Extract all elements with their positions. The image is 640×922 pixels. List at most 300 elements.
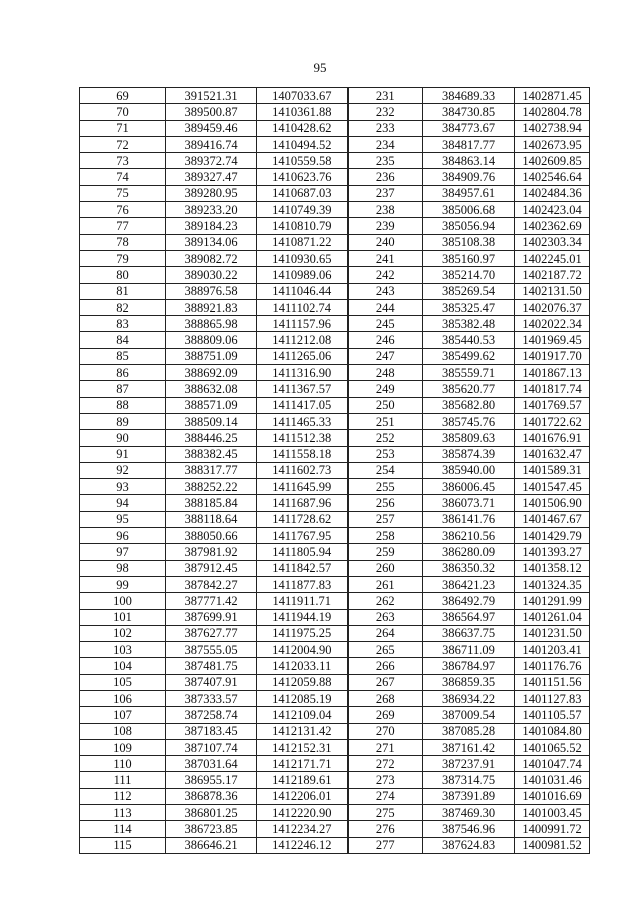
y-coordinate-cell: 1402871.45 [515,88,590,104]
point-number-cell: 99 [80,576,166,592]
x-coordinate-cell: 388446.25 [166,430,257,446]
point-number-cell: 256 [348,495,423,511]
x-coordinate-cell: 385620.77 [423,381,515,397]
y-coordinate-cell: 1401589.31 [515,462,590,478]
point-number-cell: 237 [348,185,423,201]
y-coordinate-cell: 1400991.72 [515,821,590,837]
y-coordinate-cell: 1411911.71 [257,593,348,609]
table-row [80,136,590,152]
point-number-cell: 270 [348,723,423,739]
y-coordinate-cell: 1410810.79 [257,218,348,234]
table-row [80,381,590,397]
y-coordinate-cell: 1402022.34 [515,316,590,332]
point-number-cell: 92 [80,462,166,478]
table-row [80,397,590,413]
point-number-cell: 249 [348,381,423,397]
point-number-cell: 244 [348,299,423,315]
x-coordinate-cell: 385269.54 [423,283,515,299]
table-row [80,218,590,234]
point-number-cell: 85 [80,348,166,364]
y-coordinate-cell: 1411602.73 [257,462,348,478]
point-number-cell: 273 [348,772,423,788]
y-coordinate-cell: 1411512.38 [257,430,348,446]
point-number-cell: 234 [348,136,423,152]
y-coordinate-cell: 1402131.50 [515,283,590,299]
y-coordinate-cell: 1411842.57 [257,560,348,576]
x-coordinate-cell: 387771.42 [166,593,257,609]
y-coordinate-cell: 1410687.03 [257,185,348,201]
x-coordinate-cell: 386859.35 [423,674,515,690]
y-coordinate-cell: 1402187.72 [515,267,590,283]
point-number-cell: 275 [348,805,423,821]
x-coordinate-cell: 386210.56 [423,528,515,544]
x-coordinate-cell: 388185.84 [166,495,257,511]
point-number-cell: 77 [80,218,166,234]
x-coordinate-cell: 387161.42 [423,739,515,755]
point-number-cell: 236 [348,169,423,185]
point-number-cell: 88 [80,397,166,413]
x-coordinate-cell: 387009.54 [423,707,515,723]
x-coordinate-cell: 387333.57 [166,690,257,706]
x-coordinate-cell: 387624.83 [423,837,515,853]
y-coordinate-cell: 1411558.18 [257,446,348,462]
y-coordinate-cell: 1401429.79 [515,528,590,544]
table-row [80,837,590,853]
point-number-cell: 259 [348,544,423,560]
y-coordinate-cell: 1412059.88 [257,674,348,690]
point-number-cell: 276 [348,821,423,837]
x-coordinate-cell: 384863.14 [423,153,515,169]
table-row [80,267,590,283]
point-number-cell: 102 [80,625,166,641]
point-number-cell: 115 [80,837,166,853]
y-coordinate-cell: 1412109.04 [257,707,348,723]
x-coordinate-cell: 391521.31 [166,88,257,104]
point-number-cell: 271 [348,739,423,755]
y-coordinate-cell: 1410989.06 [257,267,348,283]
point-number-cell: 233 [348,120,423,136]
y-coordinate-cell: 1401393.27 [515,544,590,560]
point-number-cell: 113 [80,805,166,821]
point-number-cell: 98 [80,560,166,576]
x-coordinate-cell: 389082.72 [166,250,257,266]
y-coordinate-cell: 1411316.90 [257,365,348,381]
x-coordinate-cell: 388118.64 [166,511,257,527]
table-row [80,153,590,169]
y-coordinate-cell: 1411417.05 [257,397,348,413]
point-number-cell: 94 [80,495,166,511]
x-coordinate-cell: 387407.91 [166,674,257,690]
point-number-cell: 97 [80,544,166,560]
x-coordinate-cell: 386711.09 [423,642,515,658]
x-coordinate-cell: 389280.95 [166,185,257,201]
point-number-cell: 247 [348,348,423,364]
point-number-cell: 105 [80,674,166,690]
x-coordinate-cell: 384689.33 [423,88,515,104]
point-number-cell: 103 [80,642,166,658]
point-number-cell: 260 [348,560,423,576]
x-coordinate-cell: 389030.22 [166,267,257,283]
table-row [80,739,590,755]
point-number-cell: 95 [80,511,166,527]
x-coordinate-cell: 385809.63 [423,430,515,446]
x-coordinate-cell: 385874.39 [423,446,515,462]
point-number-cell: 74 [80,169,166,185]
x-coordinate-cell: 387699.91 [166,609,257,625]
y-coordinate-cell: 1402738.94 [515,120,590,136]
table-row [80,348,590,364]
y-coordinate-cell: 1412033.11 [257,658,348,674]
x-coordinate-cell: 385745.76 [423,413,515,429]
table-row [80,674,590,690]
x-coordinate-cell: 388865.98 [166,316,257,332]
table-row [80,690,590,706]
x-coordinate-cell: 384730.85 [423,104,515,120]
point-number-cell: 93 [80,479,166,495]
point-number-cell: 109 [80,739,166,755]
table-row [80,234,590,250]
table-row [80,544,590,560]
point-number-cell: 241 [348,250,423,266]
table-row [80,560,590,576]
point-number-cell: 268 [348,690,423,706]
x-coordinate-cell: 384957.61 [423,185,515,201]
page-number: 95 [313,60,327,75]
y-coordinate-cell: 1411728.62 [257,511,348,527]
y-coordinate-cell: 1401867.13 [515,365,590,381]
y-coordinate-cell: 1401769.57 [515,397,590,413]
y-coordinate-cell: 1411157.96 [257,316,348,332]
x-coordinate-cell: 386723.85 [166,821,257,837]
point-number-cell: 114 [80,821,166,837]
y-coordinate-cell: 1401031.46 [515,772,590,788]
table-row [80,625,590,641]
point-number-cell: 89 [80,413,166,429]
y-coordinate-cell: 1411465.33 [257,413,348,429]
x-coordinate-cell: 386006.45 [423,479,515,495]
x-coordinate-cell: 388632.08 [166,381,257,397]
table-row [80,202,590,218]
table-row [80,479,590,495]
x-coordinate-cell: 385682.80 [423,397,515,413]
x-coordinate-cell: 386280.09 [423,544,515,560]
x-coordinate-cell: 384817.77 [423,136,515,152]
table-row [80,299,590,315]
y-coordinate-cell: 1401231.50 [515,625,590,641]
x-coordinate-cell: 386955.17 [166,772,257,788]
point-number-cell: 265 [348,642,423,658]
table-row [80,788,590,804]
table-row [80,430,590,446]
point-number-cell: 78 [80,234,166,250]
point-number-cell: 277 [348,837,423,853]
table-row [80,609,590,625]
y-coordinate-cell: 1401084.80 [515,723,590,739]
x-coordinate-cell: 388921.83 [166,299,257,315]
y-coordinate-cell: 1402245.01 [515,250,590,266]
point-number-cell: 79 [80,250,166,266]
y-coordinate-cell: 1410623.76 [257,169,348,185]
table-row [80,365,590,381]
x-coordinate-cell: 389372.74 [166,153,257,169]
y-coordinate-cell: 1402362.69 [515,218,590,234]
x-coordinate-cell: 386784.97 [423,658,515,674]
x-coordinate-cell: 385440.53 [423,332,515,348]
y-coordinate-cell: 1401358.12 [515,560,590,576]
point-number-cell: 76 [80,202,166,218]
y-coordinate-cell: 1410494.52 [257,136,348,152]
y-coordinate-cell: 1401065.52 [515,739,590,755]
y-coordinate-cell: 1401722.62 [515,413,590,429]
table-row [80,511,590,527]
x-coordinate-cell: 389459.46 [166,120,257,136]
y-coordinate-cell: 1401676.91 [515,430,590,446]
x-coordinate-cell: 387627.77 [166,625,257,641]
y-coordinate-cell: 1410930.65 [257,250,348,266]
table-row [80,821,590,837]
x-coordinate-cell: 385056.94 [423,218,515,234]
x-coordinate-cell: 387546.96 [423,821,515,837]
point-number-cell: 252 [348,430,423,446]
point-number-cell: 239 [348,218,423,234]
x-coordinate-cell: 387314.75 [423,772,515,788]
x-coordinate-cell: 385108.38 [423,234,515,250]
y-coordinate-cell: 1401291.99 [515,593,590,609]
y-coordinate-cell: 1410361.88 [257,104,348,120]
table-row [80,707,590,723]
y-coordinate-cell: 1407033.67 [257,88,348,104]
table-row [80,332,590,348]
point-number-cell: 83 [80,316,166,332]
point-number-cell: 73 [80,153,166,169]
point-number-cell: 231 [348,88,423,104]
table-row [80,756,590,772]
y-coordinate-cell: 1411102.74 [257,299,348,315]
point-number-cell: 262 [348,593,423,609]
point-number-cell: 264 [348,625,423,641]
point-number-cell: 72 [80,136,166,152]
y-coordinate-cell: 1401261.04 [515,609,590,625]
y-coordinate-cell: 1401016.69 [515,788,590,804]
y-coordinate-cell: 1402673.95 [515,136,590,152]
point-number-cell: 81 [80,283,166,299]
y-coordinate-cell: 1402804.78 [515,104,590,120]
point-number-cell: 71 [80,120,166,136]
y-coordinate-cell: 1412206.01 [257,788,348,804]
x-coordinate-cell: 386492.79 [423,593,515,609]
table-row [80,528,590,544]
table-row [80,88,590,104]
point-number-cell: 110 [80,756,166,772]
x-coordinate-cell: 387981.92 [166,544,257,560]
x-coordinate-cell: 387481.75 [166,658,257,674]
x-coordinate-cell: 387469.30 [423,805,515,821]
table-row [80,169,590,185]
y-coordinate-cell: 1401969.45 [515,332,590,348]
coordinates-table [79,87,590,854]
y-coordinate-cell: 1411645.99 [257,479,348,495]
x-coordinate-cell: 388976.58 [166,283,257,299]
point-number-cell: 69 [80,88,166,104]
y-coordinate-cell: 1412131.42 [257,723,348,739]
x-coordinate-cell: 386646.21 [166,837,257,853]
y-coordinate-cell: 1412085.19 [257,690,348,706]
y-coordinate-cell: 1402546.64 [515,169,590,185]
point-number-cell: 111 [80,772,166,788]
x-coordinate-cell: 389327.47 [166,169,257,185]
point-number-cell: 255 [348,479,423,495]
x-coordinate-cell: 389416.74 [166,136,257,152]
table-row [80,805,590,821]
point-number-cell: 248 [348,365,423,381]
point-number-cell: 96 [80,528,166,544]
x-coordinate-cell: 388382.45 [166,446,257,462]
y-coordinate-cell: 1401176.76 [515,658,590,674]
point-number-cell: 70 [80,104,166,120]
y-coordinate-cell: 1410559.58 [257,153,348,169]
point-number-cell: 240 [348,234,423,250]
point-number-cell: 266 [348,658,423,674]
point-number-cell: 261 [348,576,423,592]
y-coordinate-cell: 1410749.39 [257,202,348,218]
point-number-cell: 87 [80,381,166,397]
x-coordinate-cell: 385382.48 [423,316,515,332]
y-coordinate-cell: 1411944.19 [257,609,348,625]
y-coordinate-cell: 1411046.44 [257,283,348,299]
y-coordinate-cell: 1412234.27 [257,821,348,837]
x-coordinate-cell: 385214.70 [423,267,515,283]
point-number-cell: 232 [348,104,423,120]
point-number-cell: 112 [80,788,166,804]
x-coordinate-cell: 388509.14 [166,413,257,429]
y-coordinate-cell: 1401127.83 [515,690,590,706]
table-row [80,413,590,429]
table-row [80,723,590,739]
x-coordinate-cell: 384773.67 [423,120,515,136]
x-coordinate-cell: 386421.23 [423,576,515,592]
x-coordinate-cell: 387391.89 [423,788,515,804]
table-row [80,462,590,478]
point-number-cell: 82 [80,299,166,315]
point-number-cell: 84 [80,332,166,348]
y-coordinate-cell: 1401151.56 [515,674,590,690]
y-coordinate-cell: 1412220.90 [257,805,348,821]
point-number-cell: 90 [80,430,166,446]
x-coordinate-cell: 385940.00 [423,462,515,478]
y-coordinate-cell: 1412189.61 [257,772,348,788]
table-row [80,642,590,658]
y-coordinate-cell: 1401467.67 [515,511,590,527]
x-coordinate-cell: 385499.62 [423,348,515,364]
point-number-cell: 86 [80,365,166,381]
y-coordinate-cell: 1401003.45 [515,805,590,821]
x-coordinate-cell: 388317.77 [166,462,257,478]
point-number-cell: 75 [80,185,166,201]
y-coordinate-cell: 1411877.83 [257,576,348,592]
table-row [80,576,590,592]
y-coordinate-cell: 1411265.06 [257,348,348,364]
x-coordinate-cell: 389500.87 [166,104,257,120]
point-number-cell: 106 [80,690,166,706]
table-row [80,446,590,462]
table-row [80,593,590,609]
y-coordinate-cell: 1401105.57 [515,707,590,723]
point-number-cell: 100 [80,593,166,609]
x-coordinate-cell: 388571.09 [166,397,257,413]
y-coordinate-cell: 1401047.74 [515,756,590,772]
table-row [80,772,590,788]
x-coordinate-cell: 386878.36 [166,788,257,804]
y-coordinate-cell: 1401917.70 [515,348,590,364]
point-number-cell: 258 [348,528,423,544]
x-coordinate-cell: 387085.28 [423,723,515,739]
x-coordinate-cell: 387237.91 [423,756,515,772]
point-number-cell: 107 [80,707,166,723]
x-coordinate-cell: 387107.74 [166,739,257,755]
x-coordinate-cell: 387842.27 [166,576,257,592]
x-coordinate-cell: 386350.32 [423,560,515,576]
y-coordinate-cell: 1412004.90 [257,642,348,658]
point-number-cell: 101 [80,609,166,625]
y-coordinate-cell: 1411805.94 [257,544,348,560]
y-coordinate-cell: 1411212.08 [257,332,348,348]
point-number-cell: 238 [348,202,423,218]
y-coordinate-cell: 1402484.36 [515,185,590,201]
x-coordinate-cell: 387258.74 [166,707,257,723]
x-coordinate-cell: 387555.05 [166,642,257,658]
x-coordinate-cell: 386934.22 [423,690,515,706]
y-coordinate-cell: 1400981.52 [515,837,590,853]
x-coordinate-cell: 387183.45 [166,723,257,739]
y-coordinate-cell: 1401632.47 [515,446,590,462]
table-row [80,283,590,299]
x-coordinate-cell: 385559.71 [423,365,515,381]
point-number-cell: 104 [80,658,166,674]
x-coordinate-cell: 384909.76 [423,169,515,185]
y-coordinate-cell: 1402303.34 [515,234,590,250]
point-number-cell: 91 [80,446,166,462]
table-row [80,658,590,674]
x-coordinate-cell: 388252.22 [166,479,257,495]
x-coordinate-cell: 389184.23 [166,218,257,234]
y-coordinate-cell: 1412152.31 [257,739,348,755]
x-coordinate-cell: 386564.97 [423,609,515,625]
x-coordinate-cell: 385160.97 [423,250,515,266]
point-number-cell: 272 [348,756,423,772]
table-row [80,495,590,511]
coordinates-table-body [80,88,590,854]
point-number-cell: 250 [348,397,423,413]
y-coordinate-cell: 1401506.90 [515,495,590,511]
x-coordinate-cell: 388809.06 [166,332,257,348]
x-coordinate-cell: 389233.20 [166,202,257,218]
y-coordinate-cell: 1411367.57 [257,381,348,397]
x-coordinate-cell: 386637.75 [423,625,515,641]
y-coordinate-cell: 1401324.35 [515,576,590,592]
x-coordinate-cell: 386073.71 [423,495,515,511]
point-number-cell: 108 [80,723,166,739]
y-coordinate-cell: 1410871.22 [257,234,348,250]
point-number-cell: 263 [348,609,423,625]
y-coordinate-cell: 1402423.04 [515,202,590,218]
point-number-cell: 235 [348,153,423,169]
point-number-cell: 245 [348,316,423,332]
table-row [80,250,590,266]
x-coordinate-cell: 385325.47 [423,299,515,315]
y-coordinate-cell: 1410428.62 [257,120,348,136]
x-coordinate-cell: 386141.76 [423,511,515,527]
table-row [80,120,590,136]
